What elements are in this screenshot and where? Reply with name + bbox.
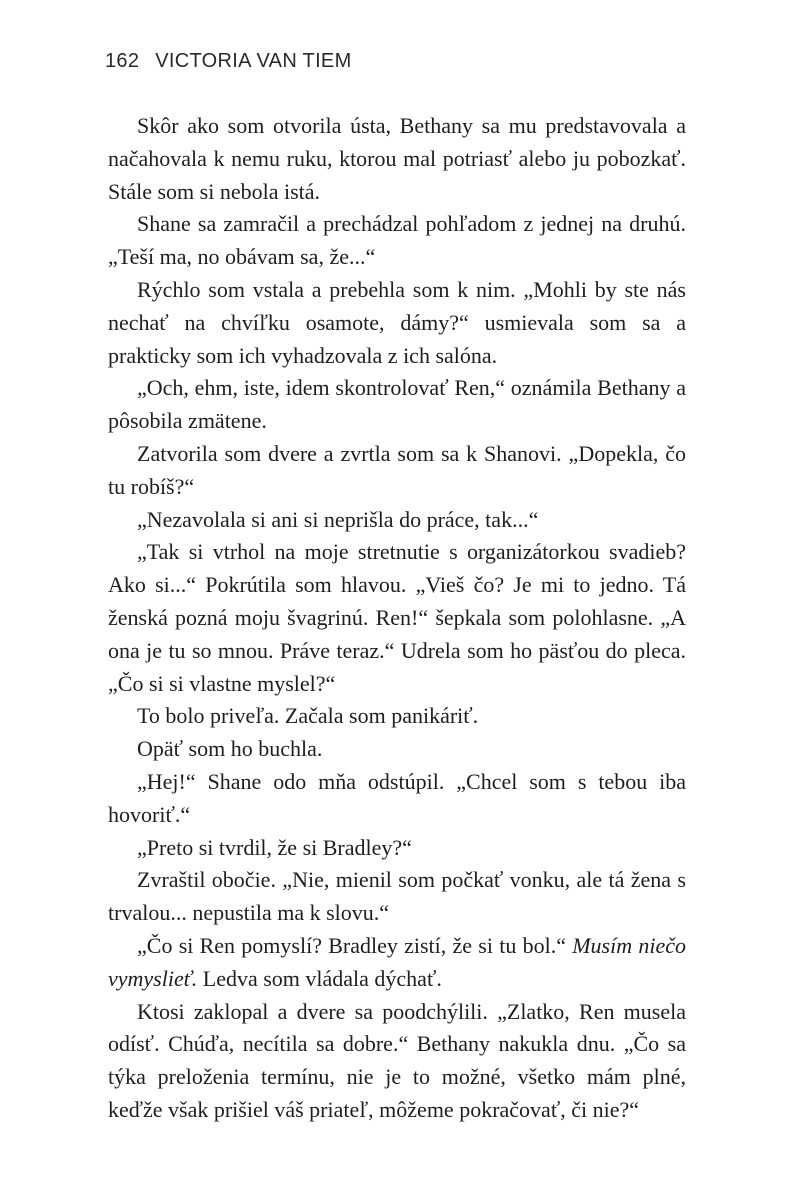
author-name: VICTORIA VAN TIEM	[155, 50, 352, 72]
body-text	[108, 110, 686, 1127]
paragraph: „Tak si vtrhol na moje stretnutie s organizátorkou svadieb? Ako si...“ Pokrútila som hlavou. „Vieš čo? Je mi to jedno. Tá ženská pozná moju švagrinú. Ren!“ šepkala som polohlasne. „A ona je tu so mnou. Práve teraz.“ Udrela som ho päsťou do pleca. „Čo si si vlastne myslel?“	[108, 539, 686, 696]
italic-thought: Musím niečo vymyslieť.	[108, 932, 686, 991]
paragraph: „Hej!“ Shane odo mňa odstúpil. „Chcel som s tebou iba hovoriť.“	[108, 768, 686, 827]
paragraph: To bolo priveľa. Začala som panikáriť.	[137, 703, 479, 729]
paragraph: „Och, ehm, iste, idem skontrolovať Ren,“ oznámila Bethany a pôsobila zmätene.	[108, 375, 686, 434]
paragraph: „Preto si tvrdil, že si Bradley?“	[137, 834, 412, 860]
paragraph: Rýchlo som vstala a prebehla som k nim. „Mohli by ste nás nechať na chvíľku osamote, dámy?“ usmievala som sa a prakticky som ich vyhadzovala z ich salóna.	[108, 276, 686, 368]
paragraph: „Čo si Ren pomyslí? Bradley zistí, že si tu bol.“ Musím niečo vymyslieť. Ledva som vládala dýchať.	[108, 932, 686, 991]
running-header	[105, 50, 352, 73]
page-number: 162	[105, 50, 140, 72]
paragraph: Skôr ako som otvorila ústa, Bethany sa mu predstavovala a načahovala k nemu ruku, ktorou mal potriasť alebo ju pobozkať. Stále som si nebola istá.	[108, 113, 686, 204]
paragraph: Zatvorila som dvere a zvrtla som sa k Shanovi. „Dopekla, čo tu robíš?“	[108, 440, 686, 499]
paragraph: Zvraštil obočie. „Nie, mienil som počkať vonku, ale tá žena s trvalou... nepustila ma k slovu.“	[108, 867, 686, 926]
paragraph: Opäť som ho buchla.	[137, 736, 323, 762]
paragraph: Shane sa zamračil a prechádzal pohľadom z jednej na druhú. „Teší ma, no obávam sa, že...“	[108, 211, 686, 270]
paragraph: Ktosi zaklopal a dvere sa poodchýlili. „Zlatko, Ren musela odísť. Chúďa, necítila sa dobre.“ Bethany nakukla dnu. „Čo sa týka preloženia termínu, nie je to možné, všetko mám plné, keďže však prišiel váš priateľ, môžeme pokračovať, či nie?“	[108, 998, 686, 1122]
paragraph: „Nezavolala si ani si neprišla do práce, tak...“	[137, 506, 539, 532]
